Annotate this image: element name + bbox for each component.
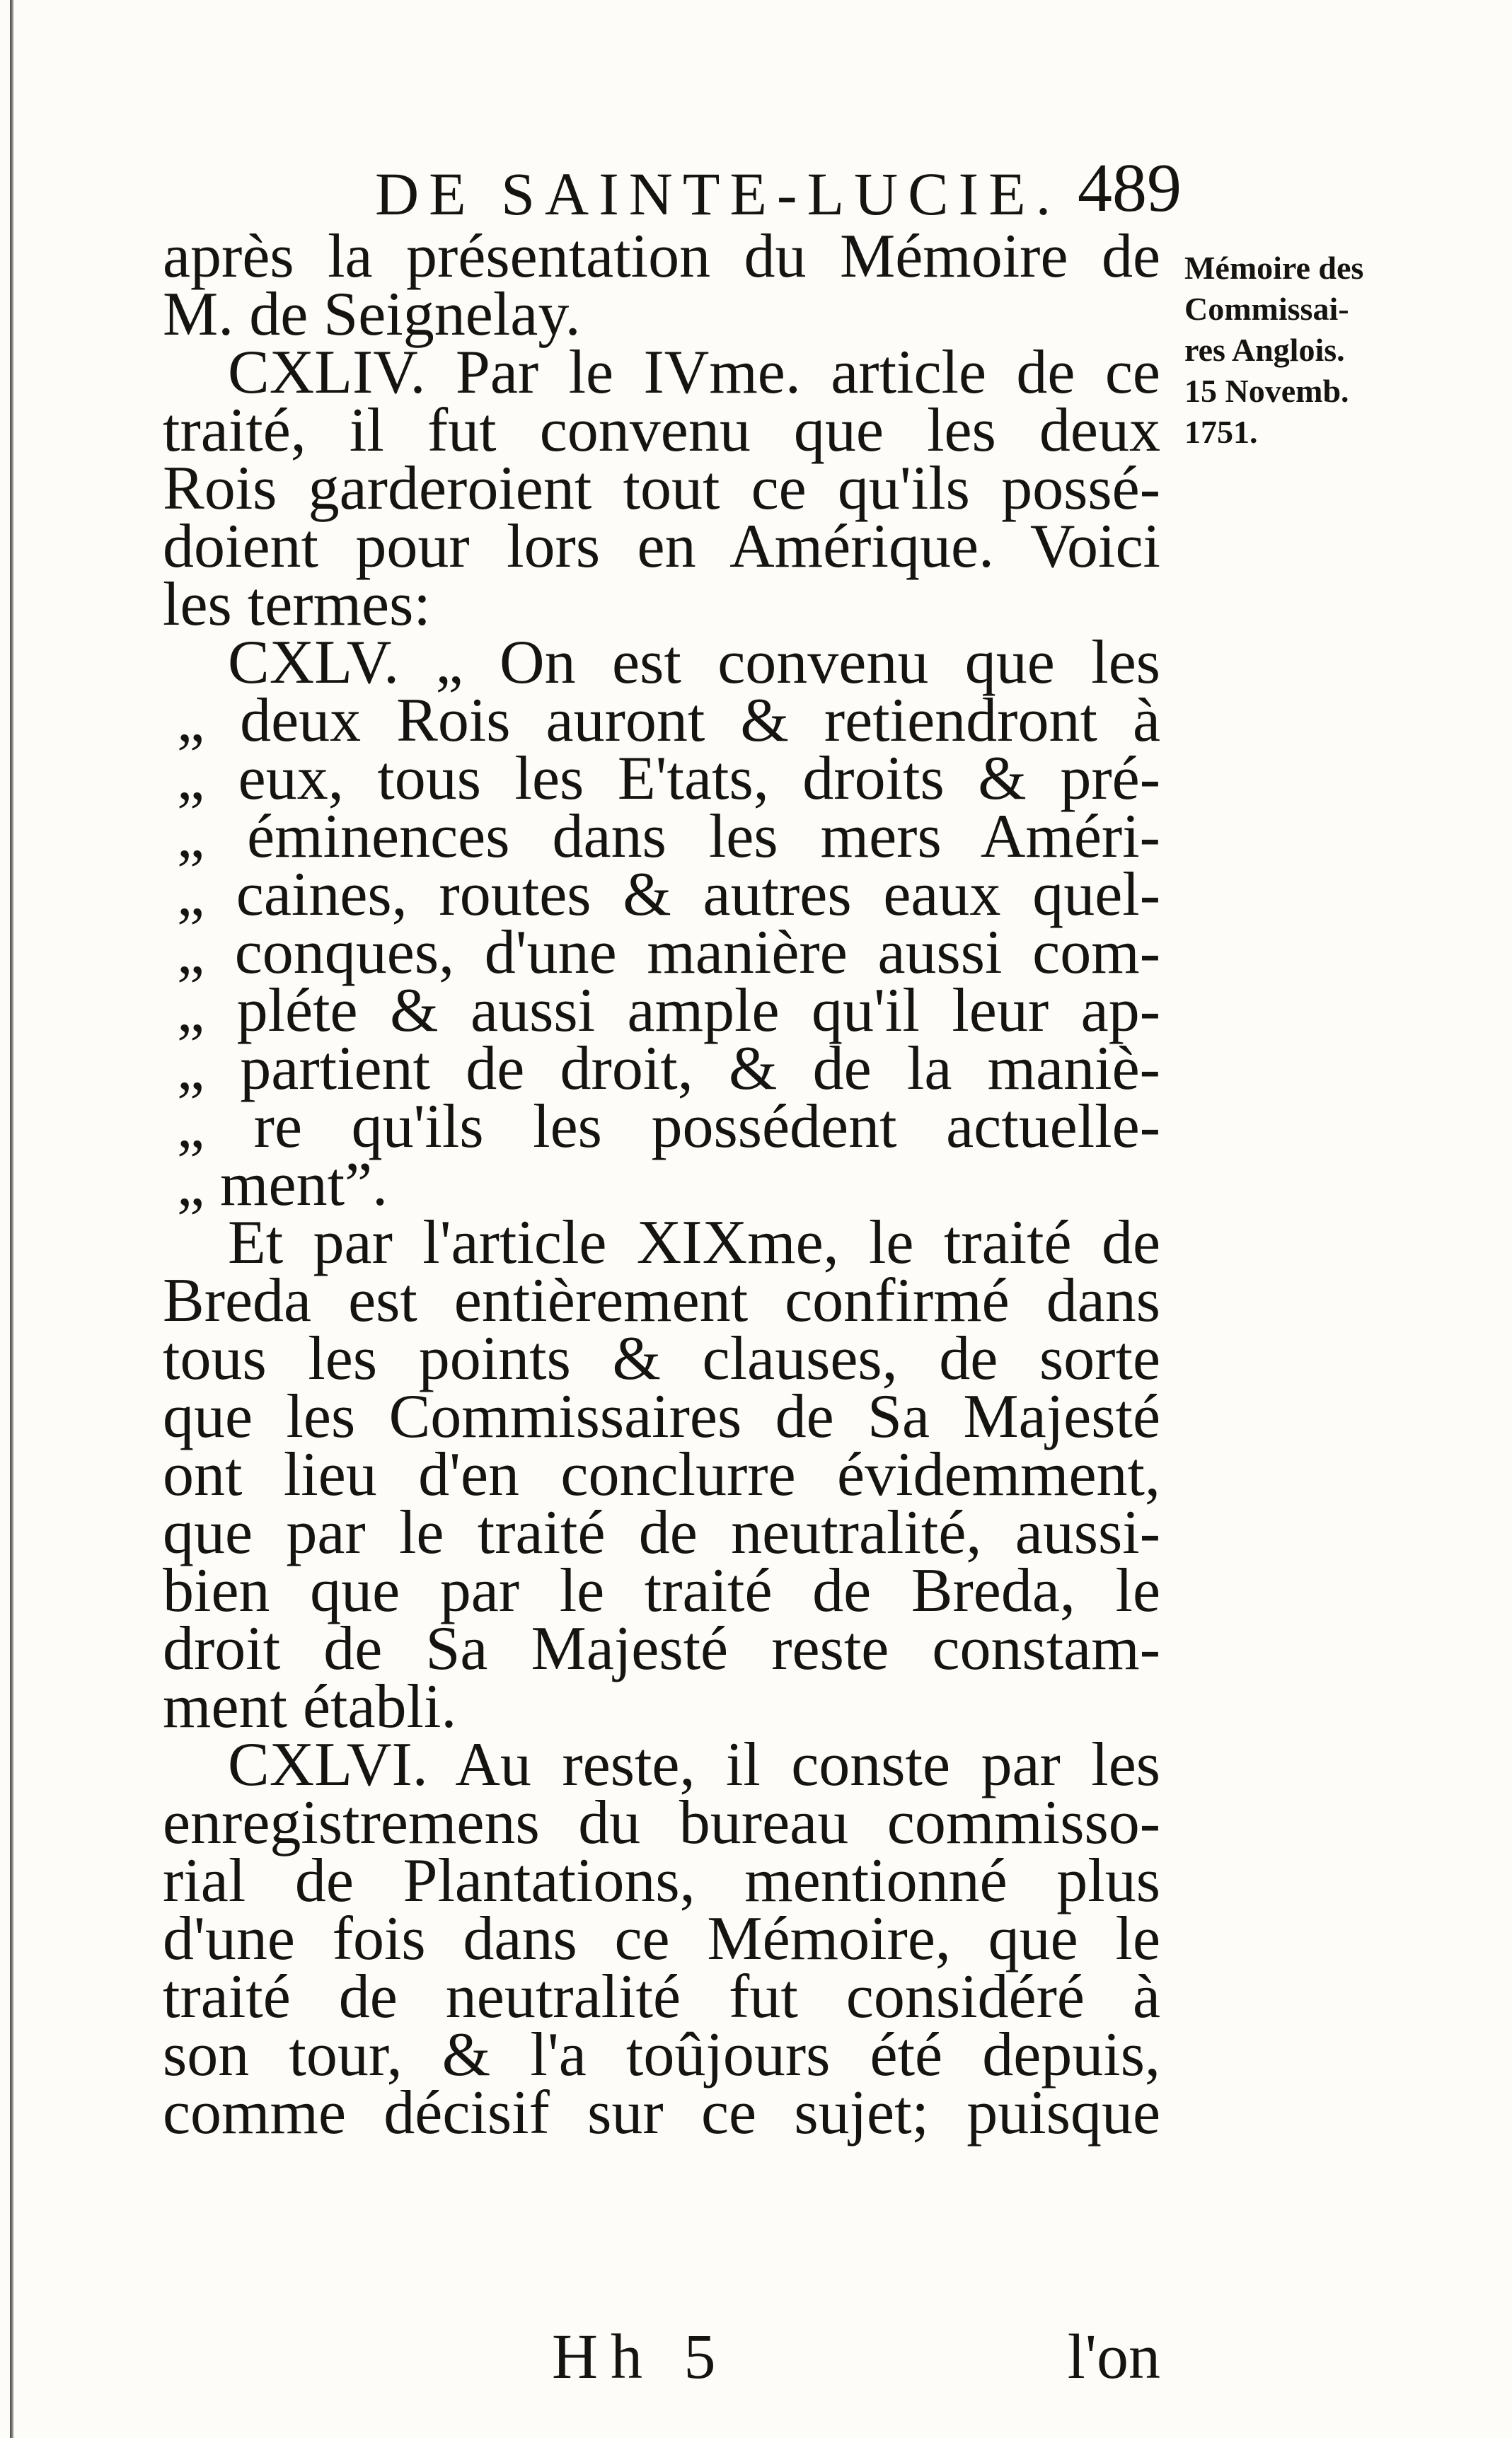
text-line: les termes: (163, 570, 431, 639)
text-line: CXLVI. Au reste, il conste par les (228, 1731, 1160, 1799)
text-line: „ partient de droit, & de la maniè- (177, 1034, 1160, 1103)
text-line: Breda est entièrement confirmé dans (163, 1266, 1160, 1335)
text-line: d'une fois dans ce Mémoire, que le (163, 1905, 1160, 1973)
text-line: bien que par le traité de Breda, le (163, 1556, 1160, 1625)
margin-note-line: 15 Novemb. (1184, 373, 1349, 409)
text-line: doient pour lors en Amérique. Voici (163, 512, 1160, 581)
text-line: enregistremens du bureau commisso- (163, 1789, 1160, 1857)
margin-note-line: 1751. (1184, 414, 1258, 450)
text-line: „ eux, tous les E'tats, droits & pré- (177, 744, 1160, 813)
text-line: traité de neutralité fut considéré à (163, 1963, 1160, 2031)
signature-mark: Hh 5 (552, 2322, 729, 2392)
page-footer (552, 2321, 1160, 2391)
text-line: que les Commissaires de Sa Majesté (163, 1382, 1160, 1451)
margin-note-line: res Anglois. (1184, 332, 1345, 368)
text-line: droit de Sa Majesté reste constam- (163, 1614, 1160, 1683)
margin-note-line: Commissai- (1184, 291, 1349, 327)
page-edge (10, 0, 14, 2438)
text-line: ment établi. (163, 1672, 457, 1741)
text-line: „ éminences dans les mers Améri- (177, 802, 1160, 871)
text-line: CXLIV. Par le IVme. article de ce (228, 338, 1160, 407)
text-line: tous les points & clauses, de sorte (163, 1324, 1160, 1393)
running-header (375, 149, 1182, 233)
body-text (163, 222, 1160, 2147)
running-title: DE SAINTE-LUCIE. (375, 160, 1061, 228)
text-line: Rois garderoient tout ce qu'ils possé- (163, 454, 1160, 523)
text-line: CXLV. „ On est convenu que les (228, 628, 1160, 697)
catchword: l'on (1067, 2322, 1160, 2392)
text-line: M. de Seignelay. (163, 280, 581, 349)
text-line: après la présentation du Mémoire de (163, 222, 1160, 291)
margin-note (1184, 248, 1482, 453)
margin-note-line: Mémoire des (1184, 250, 1364, 286)
text-line: rial de Plantations, mentionné plus (163, 1847, 1160, 1915)
text-line: ont lieu d'en conclurre évidemment, (163, 1440, 1160, 1509)
text-line: „ ment”. (177, 1150, 388, 1219)
text-line: „ caines, routes & autres eaux quel- (177, 860, 1160, 929)
text-line: „ pléte & aussi ample qu'il leur ap- (177, 976, 1160, 1045)
text-line: „ conques, d'une manière aussi com- (177, 918, 1160, 987)
text-line: „ re qu'ils les possédent actuelle- (177, 1092, 1160, 1161)
text-line: que par le traité de neutralité, aussi- (163, 1498, 1160, 1567)
text-line: son tour, & l'a toûjours été depuis, (163, 2021, 1160, 2089)
text-line: „ deux Rois auront & retiendront à (177, 686, 1160, 755)
text-line: comme décisif sur ce sujet; puisque (163, 2079, 1160, 2147)
page-number: 489 (1078, 150, 1182, 226)
text-line: traité, il fut convenu que les deux (163, 396, 1160, 465)
text-line: Et par l'article XIXme, le traité de (228, 1208, 1160, 1277)
